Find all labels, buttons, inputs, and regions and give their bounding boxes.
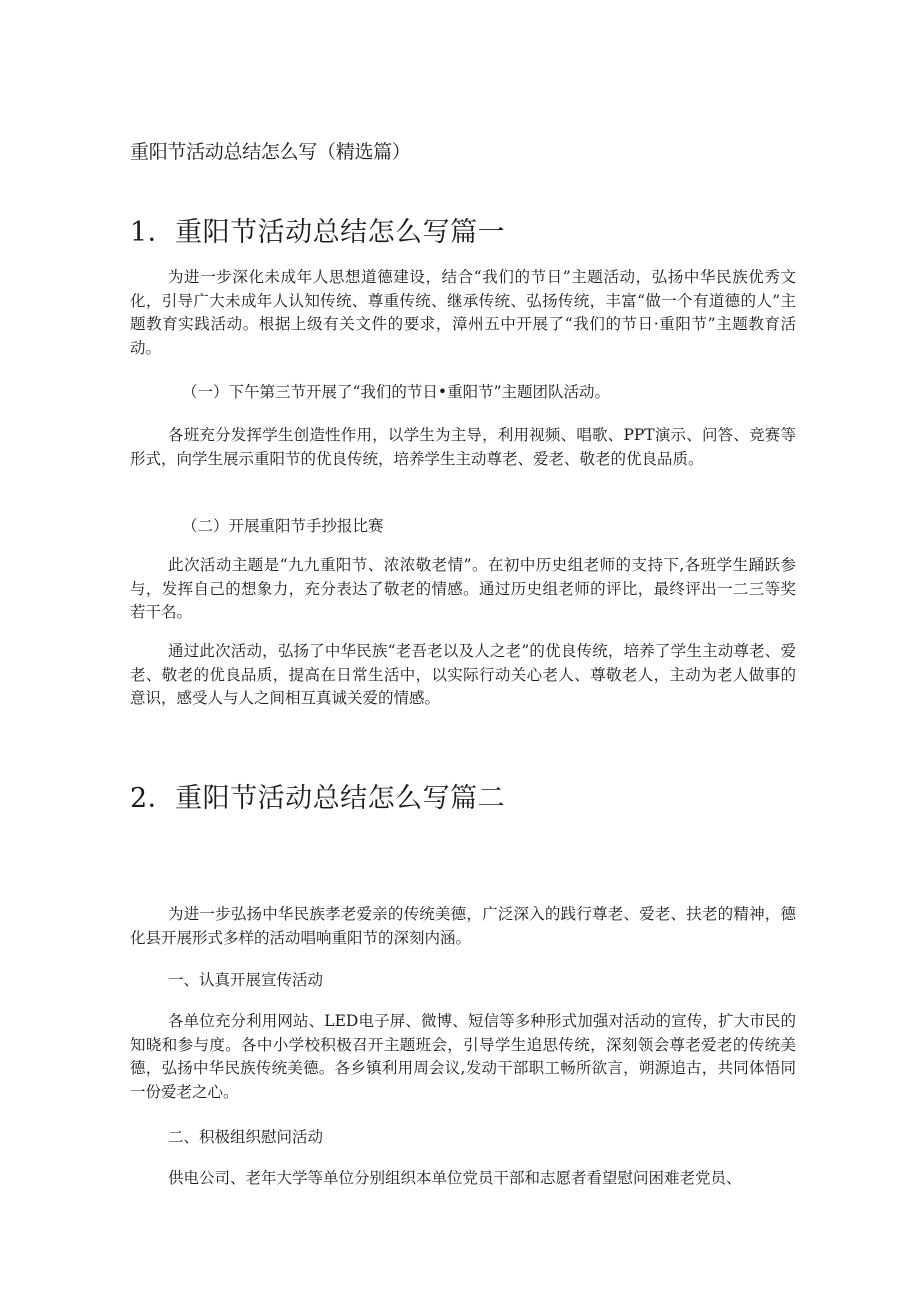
paragraph-1-2: 各班充分发挥学生创造性作用，以学生为主导，利用视频、唱歌、PPT演示、问答、竞赛等形式，向学生展示重阳节的优良传统，培养学生主动尊老、爱老、敬老的优良品质。 <box>130 426 796 468</box>
section-heading-1: 1．重阳节活动总结怎么写篇一 <box>130 217 506 248</box>
section-heading-2: 2．重阳节活动总结怎么写篇二 <box>130 783 506 814</box>
subheading-2-1: 一、认真开展宣传活动 <box>168 971 324 989</box>
paragraph-1-3: 此次活动主题是“九九重阳节、浓浓敬老情”。在初中历史组老师的支持下,各班学生踊跃参与，发挥自己的想象力，充分表达了敬老的情感。通过历史组老师的评比，最终评出一二三等奖若干名。 <box>130 556 796 621</box>
paragraph-intro-1: 为进一步深化未成年人思想道德建设，结合“我们的节日”主题活动，弘扬中华民族优秀文化，引导广大未成年人认知传统、尊重传统、继承传统、弘扬传统，丰富“做一个有道德的人”主题教育实践活动。根据上级有关文件的要求，漳州五中开展了“我们的节日·重阳节”主题教育活动。 <box>130 268 796 357</box>
paragraph-2-2: 各单位充分利用网站、LED电子屏、微博、短信等多种形式加强对活动的宣传，扩大市民的知晓和参与度。各中小学校积极召开主题班会，引导学生追思传统，深刻领会尊老爱老的传统美德，弘扬中华民族传统美德。各乡镇利用周会议,发动干部职工畅所欲言，朔源追古，共同体悟同一份爱老之心。 <box>130 1012 796 1101</box>
paragraph-1-4: 通过此次活动，弘扬了中华民族“老吾老以及人之老”的优良传统，培养了学生主动尊老、爱老、敬老的优良品质，提高在日常生活中，以实际行动关心老人、尊敬老人，主动为老人做事的意识，感受人与人之间相互真诚关爱的情感。 <box>130 642 796 707</box>
paragraph-intro-2: 为进一步弘扬中华民族孝老爱亲的传统美德，广泛深入的践行尊老、爱老、扶老的精神，德化县开展形式多样的活动唱响重阳节的深刻内涵。 <box>130 905 796 947</box>
document-title: 重阳节活动总结怎么写（精选篇） <box>130 141 411 163</box>
paragraph-2-3: 供电公司、老年大学等单位分别组织本单位党员干部和志愿者看望慰问困难老党员、 <box>168 1169 742 1187</box>
subheading-1-1: （一）下午第三节开展了“我们的节日•重阳节”主题团队活动。 <box>182 383 610 401</box>
subheading-1-2: （二）开展重阳节手抄报比赛 <box>182 517 384 535</box>
subheading-2-2: 二、积极组织慰问活动 <box>168 1128 324 1146</box>
